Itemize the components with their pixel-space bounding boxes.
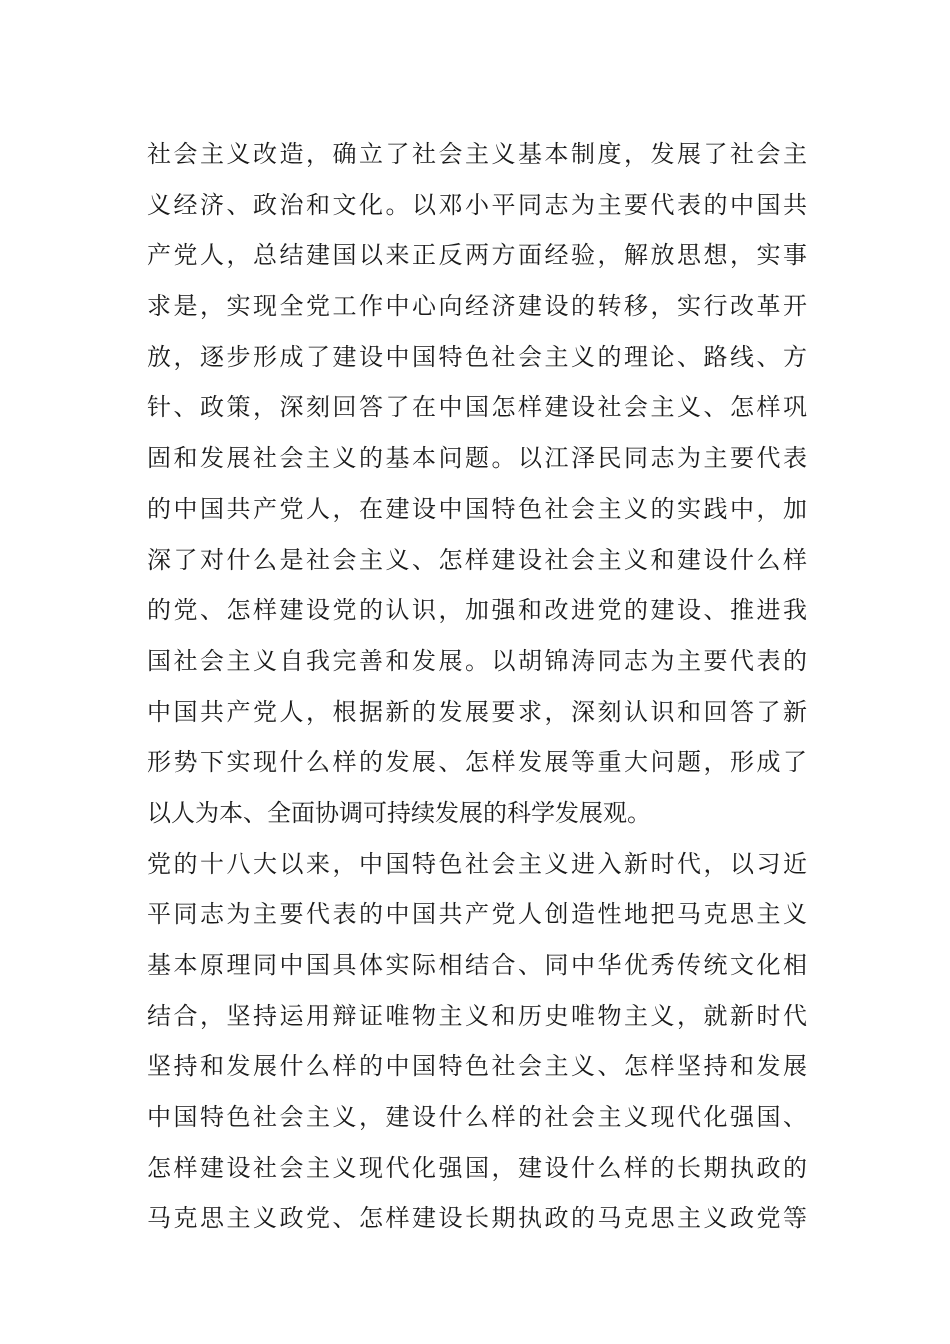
text-line: 党的十八大以来，中国特色社会主义进入新时代，以习近 (147, 849, 807, 878)
text-line: 深了对什么是社会主义、怎样建设社会主义和建设什么样 (147, 545, 807, 574)
text-line: 固和发展社会主义的基本问题。以江泽民同志为主要代表 (147, 444, 807, 473)
document-body (147, 129, 807, 1244)
text-line: 的党、怎样建设党的认识，加强和改进党的建设、推进我 (147, 596, 807, 625)
text-line: 放，逐步形成了建设中国特色社会主义的理论、路线、方 (147, 342, 807, 371)
text-line: 国社会主义自我完善和发展。以胡锦涛同志为主要代表的 (147, 646, 807, 675)
text-line: 基本原理同中国具体实际相结合、同中华优秀传统文化相 (147, 951, 807, 979)
text-line: 平同志为主要代表的中国共产党人创造性地把马克思主义 (147, 900, 807, 929)
text-line: 义经济、政治和文化。以邓小平同志为主要代表的中国共 (147, 190, 807, 219)
text-line: 形势下实现什么样的发展、怎样发展等重大问题，形成了 (147, 748, 807, 777)
text-line: 针、政策，深刻回答了在中国怎样建设社会主义、怎样巩 (147, 393, 807, 422)
text-line: 坚持和发展什么样的中国特色社会主义、怎样坚持和发展 (147, 1052, 807, 1081)
text-line: 产党人，总结建国以来正反两方面经验，解放思想，实事 (147, 241, 807, 270)
paragraph-2 (147, 839, 807, 1245)
text-line: 中国共产党人，根据新的发展要求，深刻认识和回答了新 (147, 697, 807, 726)
text-line: 怎样建设社会主义现代化强国，建设什么样的长期执政的 (147, 1153, 807, 1182)
text-line: 社会主义改造，确立了社会主义基本制度，发展了社会主 (147, 140, 807, 168)
text-line: 中国特色社会主义，建设什么样的社会主义现代化强国、 (147, 1103, 807, 1132)
text-line: 的中国共产党人，在建设中国特色社会主义的实践中，加 (147, 494, 807, 523)
text-line: 马克思主义政党、怎样建设长期执政的马克思主义政党等 (147, 1204, 807, 1233)
text-line: 结合，坚持运用辩证唯物主义和历史唯物主义，就新时代 (147, 1001, 807, 1030)
text-line: 求是，实现全党工作中心向经济建设的转移，实行改革开 (147, 292, 807, 321)
paragraph-1 (147, 129, 807, 839)
text-line: 以人为本、全面协调可持续发展的科学发展观。 (147, 798, 651, 827)
